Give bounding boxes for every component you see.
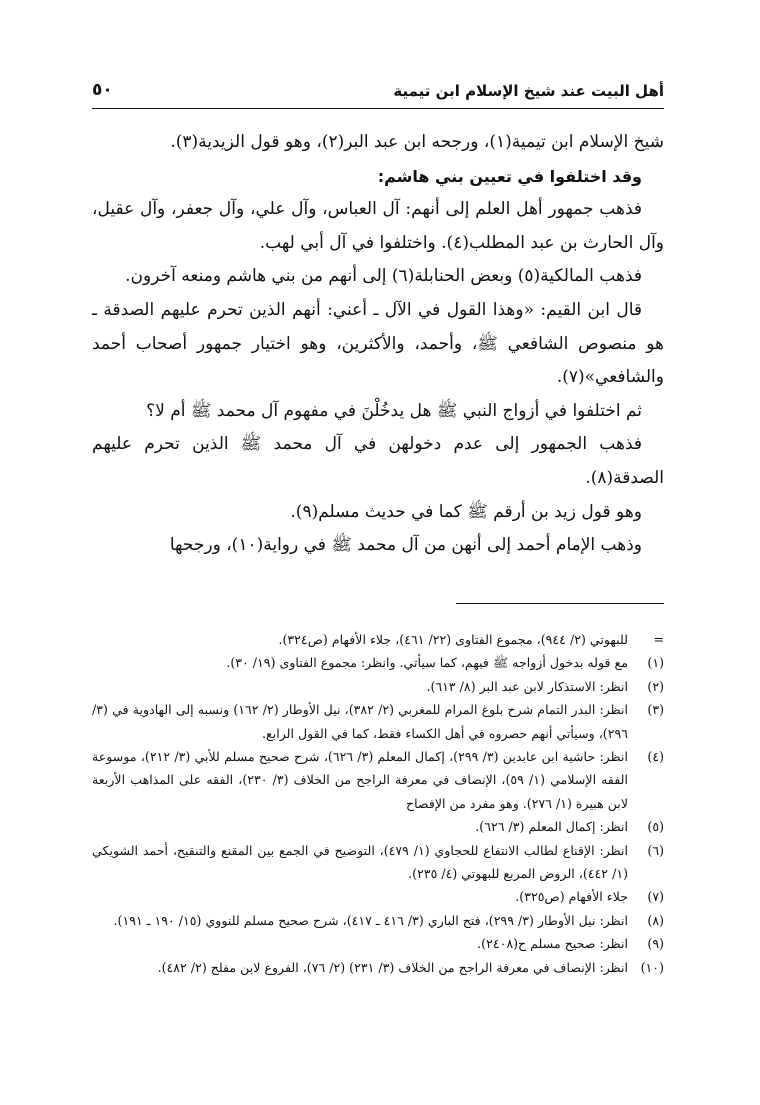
- running-title: أهل البيت عند شيخ الإسلام ابن تيمية: [393, 82, 664, 100]
- paragraph-1: شيخ الإسلام ابن تيمية(١)، ورجحه ابن عبد البر(٢)، وهو قول الزيدية(٣).: [170, 132, 664, 152]
- footnote-text: انظر: صحيح مسلم ح(٢٤٠٨).: [477, 936, 628, 952]
- footnote-text: مع قوله بدخول أزواجه ﷺ فيهم، كما سيأتي. وانظر: مجموع الفتاوى (١٩/ ٣٠).: [226, 655, 628, 671]
- footnote-number: =: [653, 632, 664, 647]
- footnote: [92, 909, 664, 932]
- footnote-number: (١٠): [640, 959, 664, 975]
- footnote-text: انظر: الإقناع لطالب الانتفاع للحجاوي (١/ ٤٧٩)، التوضيح في الجمع بين المقنع والتنقيح، أحمد الشويكي (١/ ٤٤٢)، الروض المربع للبهوتي (٤/ ٢٣٥).: [92, 842, 628, 882]
- footnote-number: (٥): [647, 819, 664, 835]
- footnote: [92, 745, 664, 815]
- footnote-text: انظر: الاستذكار لابن عبد البر (٨/ ٦١٣).: [426, 678, 628, 694]
- footnote-number: (٢): [647, 678, 664, 694]
- footnote-text: جلاء الأفهام (ص٣٢٥).: [515, 889, 628, 905]
- footnote-number: (٧): [647, 889, 664, 905]
- footnote-number: (٩): [647, 936, 664, 952]
- footnote: [92, 698, 664, 745]
- paragraph-4: قال ابن القيم: «وهذا القول في الآل ـ أعني: أنهم الذين تحرم عليهم الصدقة ـ هو منصوص الشافعي ﷺ، وأحمد، والأكثرين، وهو اختيار جمهور أصحاب أحمد والشافعي»(٧).: [92, 299, 664, 388]
- footnote-text: انظر: حاشية ابن عابدين (٣/ ٢٩٩)، إكمال المعلم (٣/ ٦٢٦)، شرح صحيح مسلم للأبي (٣/ ٢١٢)، موسوعة الفقه الإسلامي (١/ ٥٩)، الإنصاف في معرفة الراجح من الخلاف (٣/ ٢٣٠)، الفقه على المذاهب الأربعة لابن هبيرة (١/ ٢٧٦). وهو مفرد من الإفصاح: [92, 749, 629, 811]
- footnote-number: (٣): [647, 702, 664, 718]
- main-text: [92, 126, 664, 563]
- footnote: [92, 815, 664, 838]
- footnote-text: انظر: البدر التمام شرح بلوغ المرام للمغربي (٢/ ٣٨٢)، نيل الأوطار (٢/ ١٦٢) ونسبه إلى الهادوية في (٣/ ٢٩٦)، وسيأتي أنهم حصروه في أهل الكساء فقط، كما في القول الرابع.: [92, 702, 629, 741]
- footnote-number: (٨): [647, 912, 664, 928]
- footnote: [92, 956, 664, 979]
- page-header: [92, 80, 664, 109]
- footnote: [92, 839, 664, 886]
- footnote-number: (٤): [647, 749, 664, 765]
- footnote-number: (٦): [647, 842, 664, 858]
- footnote-text: انظر: إكمال المعلم (٣/ ٦٢٦).: [475, 819, 628, 835]
- footnote-number: (١): [647, 655, 664, 671]
- paragraph-6: فذهب الجمهور إلى عدم دخولهن في آل محمد ﷺ الذين تحرم عليهم الصدقة(٨).: [92, 434, 664, 488]
- footnote: [92, 628, 664, 651]
- paragraph-2: فذهب جمهور أهل العلم إلى أنهم: آل العباس، وآل علي، وآل جعفر، وآل عقيل، وآل الحارث بن عبد المطلب(٤). واختلفوا في آل أبي لهب.: [92, 199, 664, 253]
- footnote-text: انظر: الإنصاف في معرفة الراجح من الخلاف (٣/ ٢٣١) (٢/ ٧٦)، الفروع لابن مفلح (٢/ ٤٨٢).: [157, 959, 628, 975]
- footnote-text: انظر: نيل الأوطار (٣/ ٢٩٩)، فتح الباري (٣/ ٤١٦ ـ ٤١٧)، شرح صحيح مسلم للنووي (١٥/ ١٩٠ ـ ١٩١).: [113, 912, 628, 928]
- page-number: ٥٠: [92, 80, 113, 100]
- footnote: [92, 932, 664, 955]
- paragraph-5: ثم اختلفوا في أزواج النبي ﷺ هل يدخُلْنَ في مفهوم آل محمد ﷺ أم لا؟: [146, 400, 642, 421]
- footnote: [92, 651, 664, 674]
- footnotes: [92, 628, 664, 979]
- footnote-text: للبهوتي (٢/ ٩٤٤)، مجموع الفتاوى (٢٢/ ٤٦١)، جلاء الأفهام (ص٣٢٤).: [278, 632, 628, 647]
- footnote-separator: [456, 603, 664, 604]
- footnote: [92, 675, 664, 698]
- paragraph-3: فذهب المالكية(٥) وبعض الحنابلة(٦) إلى أنهم من بني هاشم ومنعه آخرون.: [125, 266, 642, 287]
- paragraph-8: وذهب الإمام أحمد إلى أنهن من آل محمد ﷺ في رواية(١٠)، ورجحها: [169, 535, 642, 556]
- paragraph-7: وهو قول زيد بن أرقم ﷺ كما في حديث مسلم(٩).: [290, 501, 642, 522]
- section-heading: وقد اختلفوا في تعيين بني هاشم:: [377, 166, 642, 186]
- footnote: [92, 885, 664, 908]
